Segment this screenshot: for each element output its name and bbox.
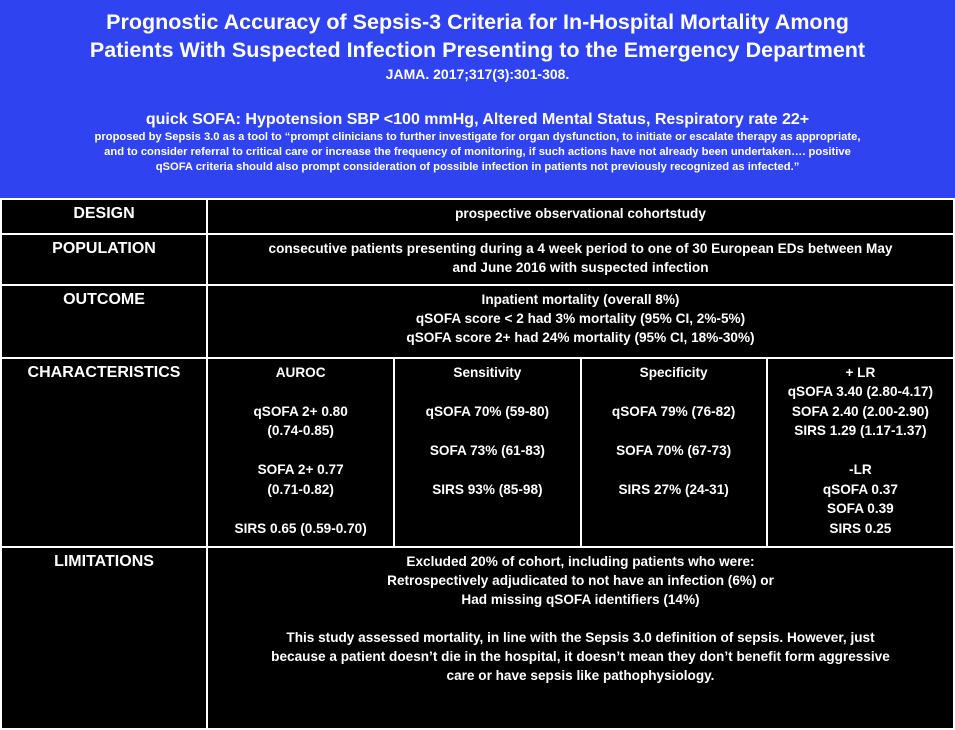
quote-line-3: qSOFA criteria should also prompt consideration of possible infection in patients not previously recognized as infected.” [155,161,800,173]
population-row [1,234,954,285]
population-value [207,234,954,285]
outcome-line-2: qSOFA score < 2 had 3% mortality (95% CI, 2%-5%) [415,310,746,326]
limitations-para-3: care or have sepsis like pathophysiology. [446,668,715,684]
population-line-1: consecutive patients presenting during a 4 week period to one of 30 European EDs between May [268,241,893,257]
sensitivity-sirs: SIRS 93% (85-98) [432,481,543,497]
limitations-value [207,547,954,729]
positive-lr-qsofa: qSOFA 3.40 (2.80-4.17) [787,384,934,400]
auroc-sofa-ci: (0.71-0.82) [267,481,334,497]
characteristics-row [1,358,954,547]
population-label: POPULATION [1,234,207,285]
design-value: prospective observational cohortstudy [207,199,954,234]
limitations-row [1,547,954,729]
specificity-sirs: SIRS 27% (24-31) [618,481,729,497]
specificity-qsofa: qSOFA 79% (76-82) [611,403,736,419]
limitations-label: LIMITATIONS [1,547,207,729]
sepsis-quote [0,130,955,175]
sensitivity-column [394,359,580,546]
likelihood-ratio-column [767,359,953,546]
quote-line-1: proposed by Sepsis 3.0 as a tool to “prompt clinicians to further investigate for organ dysfunction, to initiate or escalate therapy as appropriate, [94,131,861,143]
outcome-line-3: qSOFA score 2+ had 24% mortality (95% CI, 18%-30%) [406,329,755,345]
negative-lr-sofa: SOFA 0.39 [827,501,894,517]
page-title [0,0,955,64]
auroc-qsofa: qSOFA 2+ 0.80 [253,403,348,419]
auroc-qsofa-ci: (0.74-0.85) [267,423,334,439]
citation: JAMA. 2017;317(3):301-308. [385,66,570,82]
limitations-para-2: because a patient doesn’t die in the hospital, it doesn’t mean they don’t benefit form aggressive [271,649,890,665]
header-banner [0,0,955,198]
sensitivity-sofa: SOFA 73% (61-83) [429,442,545,458]
negative-lr-sirs: SIRS 0.25 [829,520,892,536]
population-line-2: and June 2016 with suspected infection [452,260,709,276]
positive-lr-sirs: SIRS 1.29 (1.17-1.37) [794,423,927,439]
negative-lr-header: -LR [849,462,872,478]
characteristics-label: CHARACTERISTICS [1,358,207,547]
limitations-line-3: Had missing qSOFA identifiers (14%) [461,591,700,607]
qsofa-definition: quick SOFA: Hypotension SBP <100 mmHg, Altered Mental Status, Respiratory rate 22+ [145,111,810,128]
negative-lr-qsofa: qSOFA 0.37 [822,481,898,497]
characteristics-table [208,359,953,546]
auroc-sofa: SOFA 2+ 0.77 [257,462,344,478]
positive-lr-sofa: SOFA 2.40 (2.00-2.90) [791,403,929,419]
auroc-header: AUROC [275,364,326,380]
quote-line-2: and to consider referral to critical care or increase the frequency of monitoring, if such actions have not already been undertaken…. positive [104,146,851,158]
auroc-column [208,359,394,546]
characteristics-value [207,358,954,547]
positive-lr-header: + LR [845,364,876,380]
limitations-line-1: Excluded 20% of cohort, including patients who were: [406,553,755,569]
specificity-sofa: SOFA 70% (67-73) [616,442,732,458]
specificity-header: Specificity [639,364,708,380]
outcome-row [1,285,954,358]
summary-table [0,198,955,730]
outcome-line-1: Inpatient mortality (overall 8%) [481,291,680,307]
sensitivity-header: Sensitivity [453,364,522,380]
outcome-value [207,285,954,358]
design-row [1,199,954,234]
outcome-label: OUTCOME [1,285,207,358]
title-line-1: Prognostic Accuracy of Sepsis-3 Criteria for In-Hospital Mortality Among [106,10,849,34]
limitations-line-2: Retrospectively adjudicated to not have an infection (6%) or [387,572,774,588]
sensitivity-qsofa: qSOFA 70% (59-80) [425,403,550,419]
title-line-2: Patients With Suspected Infection Presenting to the Emergency Department [89,38,866,62]
design-label: DESIGN [1,199,207,234]
specificity-column [581,359,767,546]
limitations-para-1: This study assessed mortality, in line with the Sepsis 3.0 definition of sepsis. However, just [286,630,875,646]
auroc-sirs: SIRS 0.65 (0.59-0.70) [234,520,367,536]
